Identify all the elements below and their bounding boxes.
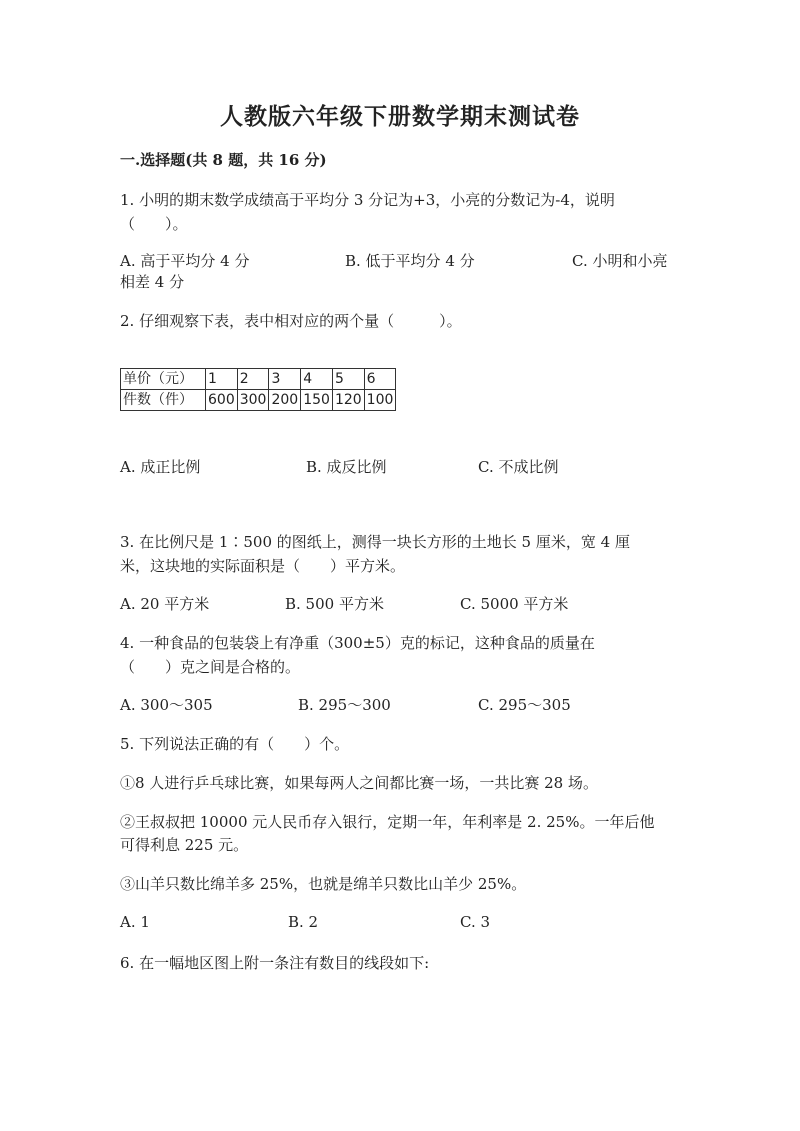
question-5-option-b: B. 2 (288, 913, 319, 931)
table-cell: 100 (364, 390, 396, 411)
question-5-option-c: C. 3 (460, 913, 491, 931)
question-1-option-a: A. 高于平均分 4 分 (120, 252, 250, 270)
question-1-text-cont: （ ）。 (120, 215, 188, 233)
question-3-option-c: C. 5000 平方米 (460, 595, 569, 613)
question-3-option-a: A. 20 平方米 (120, 595, 210, 613)
table-row (121, 369, 396, 390)
table-cell: 4 (301, 369, 333, 390)
question-4-option-b: B. 295～300 (298, 696, 391, 714)
question-5-text: 5. 下列说法正确的有（ ）个。 (120, 735, 350, 753)
question-5-statement-3: ③山羊只数比绵羊多 25%，也就是绵羊只数比山羊少 25%。 (120, 875, 527, 893)
table-cell: 2 (237, 369, 269, 390)
question-2-text: 2. 仔细观察下表，表中相对应的两个量（ ）。 (120, 312, 462, 330)
question-3-option-b: B. 500 平方米 (285, 595, 384, 613)
question-3-text: 3. 在比例尺是 1∶500 的图纸上，测得一块长方形的土地长 5 厘米，宽 4 厘 (120, 533, 630, 551)
question-6-text: 6. 在一幅地区图上附一条注有数目的线段如下: (120, 954, 430, 972)
price-quantity-table (120, 368, 396, 411)
question-5-statement-2-cont: 可得利息 225 元。 (120, 836, 249, 854)
question-3-text-cont: 米，这块地的实际面积是（ ）平方米。 (120, 557, 406, 575)
question-5-option-a: A. 1 (120, 913, 150, 931)
question-2-option-a: A. 成正比例 (120, 458, 201, 476)
question-5-statement-2: ②王叔叔把 10000 元人民币存入银行，定期一年，年利率是 2. 25%。一年后他 (120, 813, 655, 831)
table-row-header: 单价（元） (121, 369, 206, 390)
question-1-text: 1. 小明的期末数学成绩高于平均分 3 分记为+3，小亮的分数记为-4，说明 (120, 191, 615, 209)
table-cell: 120 (332, 390, 364, 411)
table-cell: 300 (237, 390, 269, 411)
question-5-statement-1: ①8 人进行乒乓球比赛，如果每两人之间都比赛一场，一共比赛 28 场。 (120, 774, 598, 792)
table-cell: 5 (332, 369, 364, 390)
table-cell: 3 (269, 369, 301, 390)
question-1-option-c: C. 小明和小亮 (572, 252, 668, 270)
table-cell: 150 (301, 390, 333, 411)
question-1-option-c-cont: 相差 4 分 (120, 273, 185, 291)
page-title: 人教版六年级下册数学期末测试卷 (220, 103, 580, 130)
question-2-option-c: C. 不成比例 (478, 458, 559, 476)
question-2-option-b: B. 成反比例 (306, 458, 387, 476)
table-row (121, 390, 396, 411)
question-4-text: 4. 一种食品的包装袋上有净重（300±5）克的标记，这种食品的质量在 (120, 634, 595, 652)
question-4-text-cont: （ ）克之间是合格的。 (120, 658, 301, 676)
table-cell: 6 (364, 369, 396, 390)
table-cell: 1 (206, 369, 238, 390)
question-1-option-b: B. 低于平均分 4 分 (345, 252, 475, 270)
table-row-header: 件数（件） (121, 390, 206, 411)
table-cell: 200 (269, 390, 301, 411)
question-4-option-a: A. 300～305 (120, 696, 213, 714)
section-heading: 一.选择题(共 8 题，共 16 分) (120, 151, 327, 169)
question-4-option-c: C. 295～305 (478, 696, 571, 714)
table-cell: 600 (206, 390, 238, 411)
